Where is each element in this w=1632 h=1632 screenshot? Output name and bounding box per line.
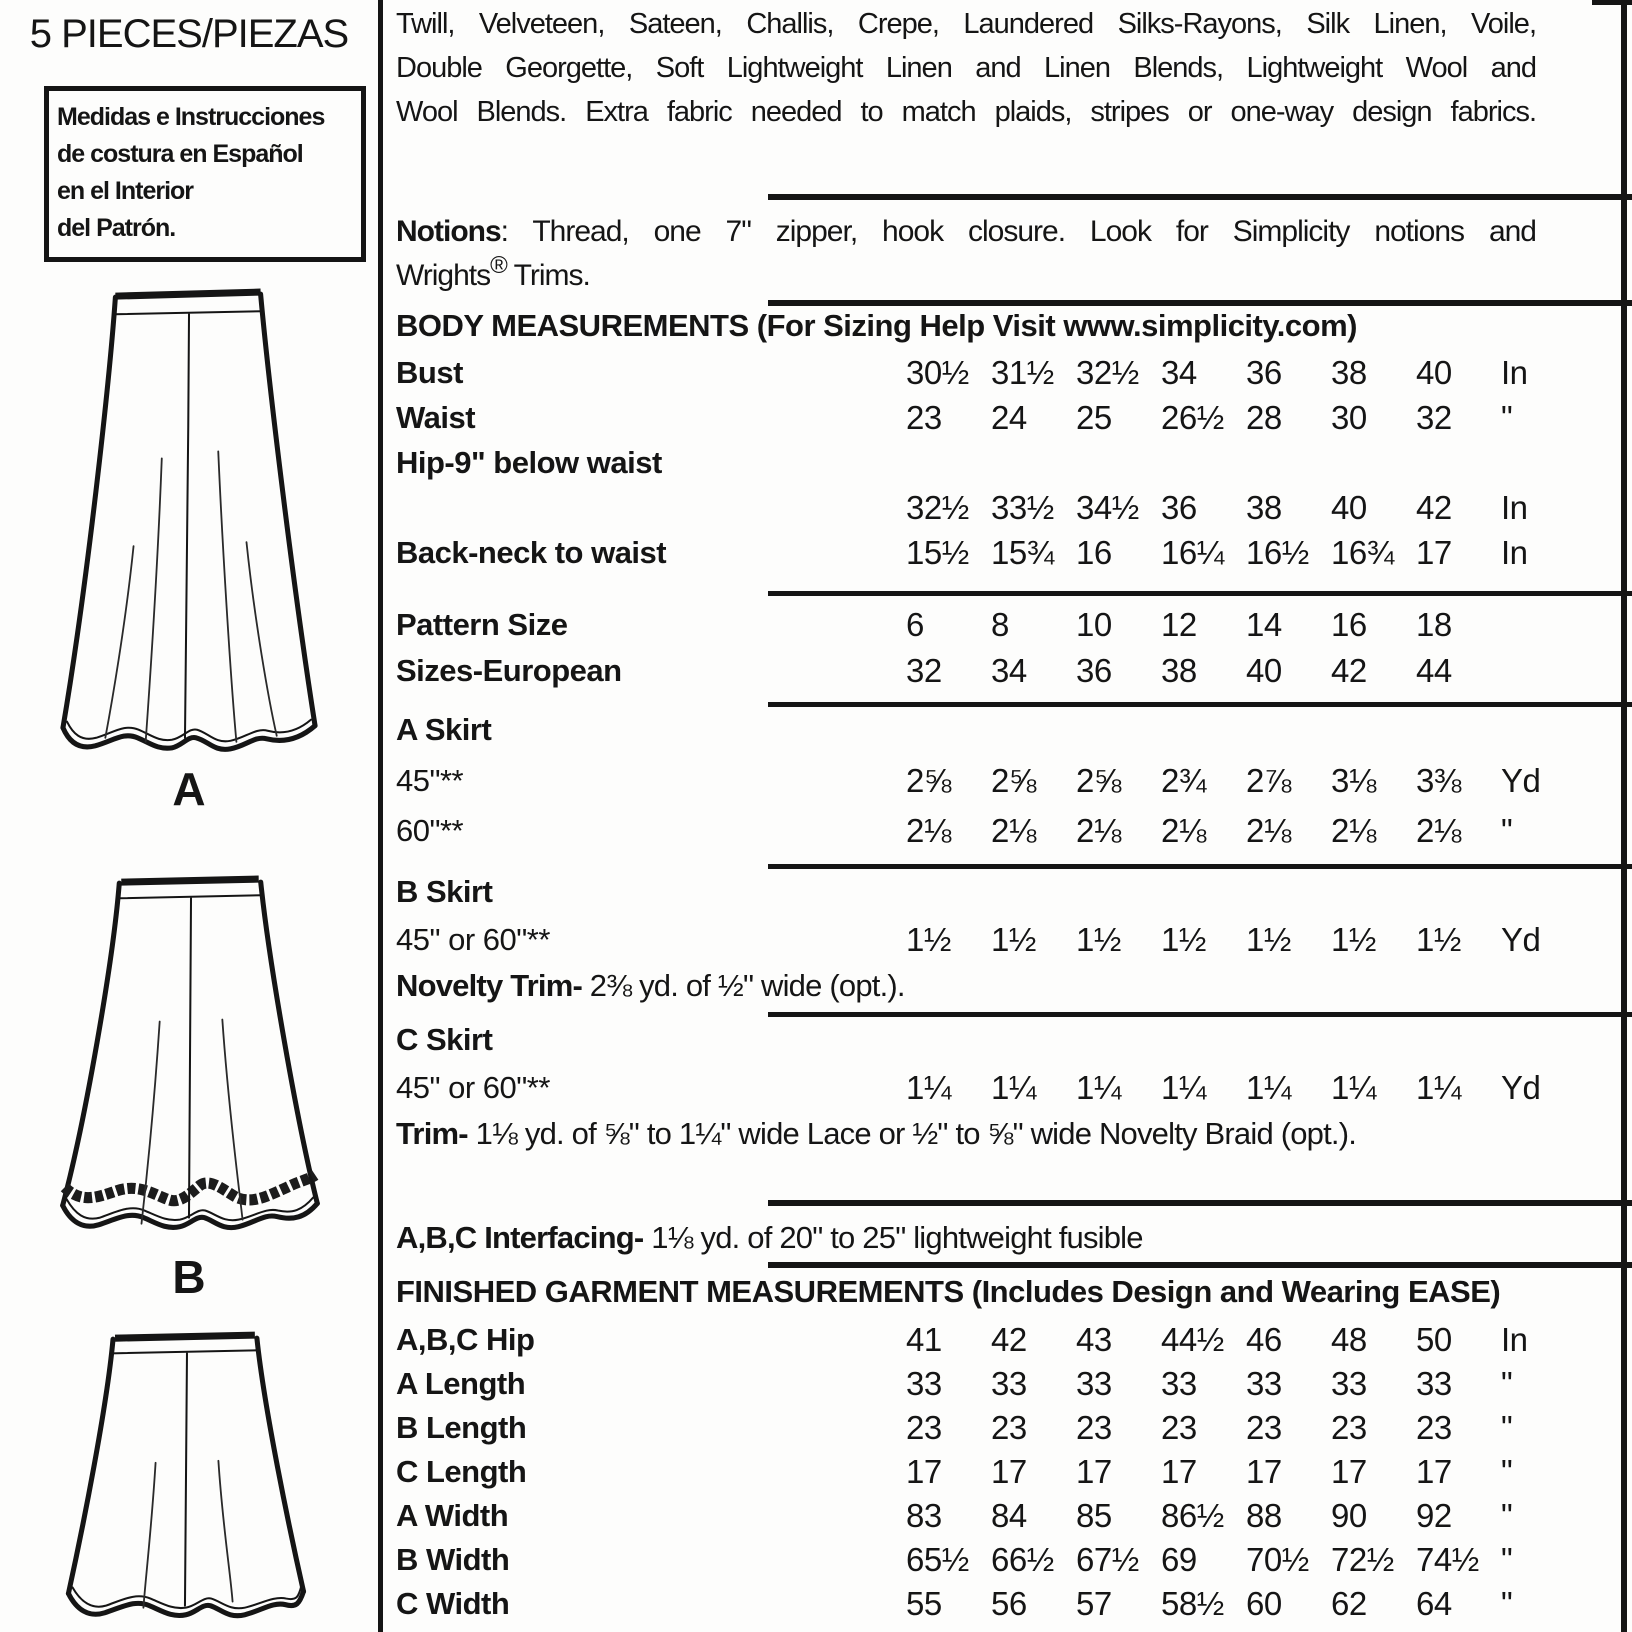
row-label: Pattern Size (396, 607, 568, 642)
trim-note-label: Novelty Trim- (396, 968, 582, 1003)
row-label: 45"** (396, 763, 464, 798)
row-value: 60 (1246, 1585, 1282, 1622)
row-value: 23 (1076, 1409, 1112, 1446)
row-value: 17 (1416, 533, 1452, 571)
row-value: 1½ (1246, 921, 1291, 958)
body-measurements-title: BODY MEASUREMENTS (For Sizing Help Visit www.simplicity.com) (396, 308, 1357, 343)
row-value: 17 (1161, 1453, 1197, 1490)
row-value: 1¼ (1416, 1069, 1461, 1106)
row-value: 72½ (1331, 1541, 1394, 1578)
row-label: Bust (396, 354, 463, 390)
skirt-a-title: A Skirt (396, 712, 492, 747)
row-value: 2⅛ (906, 812, 951, 849)
scan-corner-artifact (1592, 0, 1632, 5)
row-value: 41 (906, 1321, 942, 1358)
table-row (396, 1318, 1536, 1362)
row-value: 17 (1416, 1453, 1452, 1490)
row-unit: In (1501, 353, 1528, 391)
skirt-b-illustration (40, 870, 340, 1256)
row-value: 33 (906, 1365, 942, 1402)
table-row (396, 440, 1536, 485)
row-value: 2⅛ (1416, 812, 1461, 849)
row-value: 69 (1161, 1541, 1197, 1578)
skirt-a-illustration (48, 282, 328, 764)
fabric-paragraph (396, 2, 1536, 134)
skirt-c-yardage-table (396, 1064, 1541, 1112)
row-value: 66½ (991, 1541, 1054, 1578)
row-value: 2⅛ (1331, 812, 1376, 849)
row-label: 45" or 60"** (396, 1070, 550, 1105)
row-label: A,B,C Hip (396, 1322, 535, 1357)
skirt-c-illustration (50, 1326, 326, 1632)
table-row (396, 485, 1536, 530)
row-value: 2¾ (1161, 762, 1206, 799)
row-value: 33 (1076, 1365, 1112, 1402)
row-value: 48 (1331, 1321, 1367, 1358)
row-value: 17 (1331, 1453, 1367, 1490)
table-row (396, 530, 1536, 575)
row-unit: " (1501, 398, 1513, 436)
row-value: 88 (1246, 1497, 1282, 1534)
row-value: 33 (1161, 1365, 1197, 1402)
row-value: 34 (991, 652, 1027, 689)
row-value: 16¼ (1161, 533, 1224, 571)
row-value: 24 (991, 398, 1027, 436)
row-value: 30 (1331, 398, 1367, 436)
table-row (396, 1450, 1536, 1494)
row-label: 45" or 60"** (396, 922, 550, 957)
interfacing-text: 1⅛ yd. of 20" to 25" lightweight fusible (643, 1220, 1143, 1255)
row-value: 65½ (906, 1541, 969, 1578)
body-measurements-table (396, 350, 1536, 575)
row-unit: In (1501, 488, 1528, 526)
table-row (396, 1494, 1536, 1538)
fabric-line: Double Georgette, Soft Lightweight Linen and Linen Blends, Lightweight Wool and (396, 52, 1536, 84)
row-unit: " (1501, 1365, 1513, 1402)
row-label: B Length (396, 1410, 527, 1445)
section-divider (768, 1262, 1632, 1268)
row-label: A Length (396, 1366, 526, 1401)
row-unit: " (1501, 812, 1513, 849)
row-value: 33½ (991, 488, 1054, 526)
row-value: 36 (1076, 652, 1112, 689)
row-value: 56 (991, 1585, 1027, 1622)
row-value: 1½ (991, 921, 1036, 958)
row-label: A Width (396, 1498, 509, 1533)
row-value: 26½ (1161, 398, 1224, 436)
trim-note-label: Trim- (396, 1116, 468, 1151)
notions-line2-rest: Trims. (506, 259, 590, 292)
row-value: 17 (1246, 1453, 1282, 1490)
row-value: 38 (1161, 652, 1197, 689)
row-value: 38 (1246, 488, 1282, 526)
section-divider (768, 300, 1632, 306)
row-value: 30½ (906, 353, 969, 391)
row-value: 92 (1416, 1497, 1452, 1534)
section-divider (768, 591, 1632, 596)
row-value: 86½ (1161, 1497, 1224, 1534)
section-divider (768, 194, 1632, 200)
table-row (396, 1406, 1536, 1450)
row-value: 57 (1076, 1585, 1112, 1622)
row-label: B Width (396, 1542, 510, 1577)
row-value: 23 (906, 1409, 942, 1446)
row-value: 1½ (906, 921, 951, 958)
row-value: 32 (906, 652, 942, 689)
row-value: 1¼ (1076, 1069, 1121, 1106)
row-value: 16 (1076, 533, 1112, 571)
row-value: 38 (1331, 353, 1367, 391)
row-value: 32½ (1076, 353, 1139, 391)
fabric-line: Wool Blends. Extra fabric needed to match plaids, stripes or one-way design fabrics. (396, 96, 1536, 128)
row-unit: " (1501, 1453, 1513, 1490)
row-value: 1½ (1331, 921, 1376, 958)
column-divider (378, 0, 383, 1632)
row-value: 28 (1246, 398, 1282, 436)
row-value: 44 (1416, 652, 1452, 689)
finished-measurements-table (396, 1318, 1536, 1626)
row-value: 34 (1161, 353, 1197, 391)
row-value: 17 (991, 1453, 1027, 1490)
row-value: 1¼ (906, 1069, 951, 1106)
row-value: 18 (1416, 606, 1452, 643)
row-value: 33 (1416, 1365, 1452, 1402)
row-value: 6 (906, 606, 924, 643)
row-value: 10 (1076, 606, 1112, 643)
row-value: 42 (1416, 488, 1452, 526)
table-row (396, 806, 1536, 856)
section-divider (768, 864, 1632, 869)
fabric-line: Twill, Velveteen, Sateen, Challis, Crepe, Laundered Silks-Rayons, Silk Linen, Voile, (396, 8, 1536, 40)
pieces-count-heading: 5 PIECES/PIEZAS (29, 12, 349, 56)
spanish-note-line: Medidas e Instrucciones (57, 103, 325, 131)
row-value: 2⅛ (1076, 812, 1121, 849)
row-value: 64 (1416, 1585, 1452, 1622)
row-value: 2⅛ (991, 812, 1036, 849)
row-value: 74½ (1416, 1541, 1479, 1578)
table-row (396, 350, 1536, 395)
view-b-label: B (172, 1251, 206, 1303)
skirt-b-title: B Skirt (396, 874, 493, 909)
row-value: 17 (1076, 1453, 1112, 1490)
row-value: 23 (1416, 1409, 1452, 1446)
skirt-c-title: C Skirt (396, 1022, 493, 1057)
interfacing-note (396, 1220, 1536, 1256)
row-value: 55 (906, 1585, 942, 1622)
row-value: 17 (906, 1453, 942, 1490)
table-row (396, 756, 1541, 806)
row-value: 16 (1331, 606, 1367, 643)
registered-mark: ® (490, 252, 507, 279)
row-value: 23 (1161, 1409, 1197, 1446)
table-row (396, 648, 1536, 694)
row-value: 62 (1331, 1585, 1367, 1622)
notions-label: Notions (396, 215, 501, 248)
skirt-b-trim-note (396, 968, 1536, 1004)
skirt-c-trim-note (396, 1116, 1536, 1152)
row-label: Waist (396, 399, 476, 435)
row-value: 1½ (1076, 921, 1121, 958)
row-value: 1¼ (991, 1069, 1036, 1106)
view-a-label: A (172, 763, 206, 815)
section-divider (768, 702, 1632, 707)
row-label: 60"** (396, 813, 464, 848)
table-row (396, 1064, 1541, 1112)
trim-note-text: 2⅜ yd. of ½" wide (opt.). (581, 968, 905, 1003)
trim-note-text: 1⅛ yd. of ⅝" to 1¼" wide Lace or ½" to ⅝" wide Novelty Braid (opt.). (467, 1116, 1357, 1151)
row-value: 40 (1246, 652, 1282, 689)
skirt-b-yardage-table (396, 916, 1541, 964)
row-value: 12 (1161, 606, 1197, 643)
row-value: 32½ (906, 488, 969, 526)
row-value: 2⅞ (1246, 762, 1291, 799)
row-value: 2⅛ (1246, 812, 1291, 849)
row-value: 67½ (1076, 1541, 1139, 1578)
row-value: 31½ (991, 353, 1054, 391)
left-panel (0, 0, 378, 1632)
spanish-note-line: de costura en Español (57, 140, 303, 168)
row-value: 1¼ (1246, 1069, 1291, 1106)
row-value: 42 (991, 1321, 1027, 1358)
row-value: 42 (1331, 652, 1367, 689)
row-unit: In (1501, 1321, 1528, 1358)
row-value: 15½ (906, 533, 969, 571)
row-value: 1¼ (1161, 1069, 1206, 1106)
row-value: 43 (1076, 1321, 1112, 1358)
row-label: Hip-9" below waist (396, 444, 662, 480)
table-row (396, 395, 1536, 440)
skirt-a-yardage-table (396, 756, 1541, 856)
row-value: 85 (1076, 1497, 1112, 1534)
table-row (396, 1362, 1536, 1406)
row-value: 32 (1416, 398, 1452, 436)
row-value: 34½ (1076, 488, 1139, 526)
page-right-border (1621, 0, 1627, 1632)
row-value: 33 (991, 1365, 1027, 1402)
row-value: 14 (1246, 606, 1282, 643)
row-value: 2⅝ (991, 762, 1036, 799)
row-value: 40 (1416, 353, 1452, 391)
row-value: 44½ (1161, 1321, 1224, 1358)
row-unit: " (1501, 1541, 1513, 1578)
row-label: Back-neck to waist (396, 534, 667, 570)
row-value: 70½ (1246, 1541, 1309, 1578)
row-unit: Yd (1501, 1069, 1541, 1106)
finished-measurements-title: FINISHED GARMENT MEASUREMENTS (Includes Design and Wearing EASE) (396, 1274, 1501, 1309)
row-value: 33 (1331, 1365, 1367, 1402)
table-row (396, 1538, 1536, 1582)
table-row (396, 602, 1536, 648)
row-value: 2⅝ (906, 762, 951, 799)
interfacing-label: A,B,C Interfacing- (396, 1220, 644, 1255)
right-panel (384, 0, 1622, 1632)
section-divider (768, 1200, 1632, 1206)
row-value: 2⅛ (1161, 812, 1206, 849)
row-value: 25 (1076, 398, 1112, 436)
row-value: 2⅝ (1076, 762, 1121, 799)
row-value: 40 (1331, 488, 1367, 526)
row-unit: " (1501, 1497, 1513, 1534)
row-value: 3⅜ (1416, 762, 1461, 799)
row-value: 33 (1246, 1365, 1282, 1402)
row-value: 16½ (1246, 533, 1309, 571)
row-unit: " (1501, 1585, 1513, 1622)
row-value: 84 (991, 1497, 1027, 1534)
row-value: 23 (906, 398, 942, 436)
row-label: C Length (396, 1454, 527, 1489)
notions-line1 (396, 210, 1536, 254)
row-value: 23 (1246, 1409, 1282, 1446)
notions-line2 (396, 254, 1536, 300)
row-value: 36 (1246, 353, 1282, 391)
table-row (396, 1582, 1536, 1626)
row-value: 1½ (1416, 921, 1461, 958)
notions-text: : Thread, one 7" zipper, hook closure. Look for Simplicity notions and (500, 215, 1536, 248)
spanish-note-line: del Patrón. (57, 214, 176, 242)
spanish-note-box (44, 86, 366, 262)
row-value: 8 (991, 606, 1009, 643)
row-value: 23 (991, 1409, 1027, 1446)
row-value: 83 (906, 1497, 942, 1534)
notions-brand: Wrights (396, 259, 491, 292)
row-value: 90 (1331, 1497, 1367, 1534)
row-unit: Yd (1501, 762, 1541, 799)
row-value: 3⅛ (1331, 762, 1376, 799)
row-unit: Yd (1501, 921, 1541, 958)
row-value: 46 (1246, 1321, 1282, 1358)
row-value: 23 (1331, 1409, 1367, 1446)
row-value: 36 (1161, 488, 1197, 526)
spanish-note-line: en el Interior (57, 177, 194, 205)
row-value: 1¼ (1331, 1069, 1376, 1106)
row-value: 50 (1416, 1321, 1452, 1358)
row-value: 16¾ (1331, 533, 1394, 571)
row-value: 15¾ (991, 533, 1054, 571)
table-row (396, 916, 1541, 964)
section-divider (768, 1012, 1632, 1017)
row-value: 58½ (1161, 1585, 1224, 1622)
row-unit: " (1501, 1409, 1513, 1446)
row-label: Sizes-European (396, 653, 622, 688)
row-label: C Width (396, 1586, 510, 1621)
row-value: 1½ (1161, 921, 1206, 958)
row-unit: In (1501, 533, 1528, 571)
pattern-size-table (396, 602, 1536, 694)
